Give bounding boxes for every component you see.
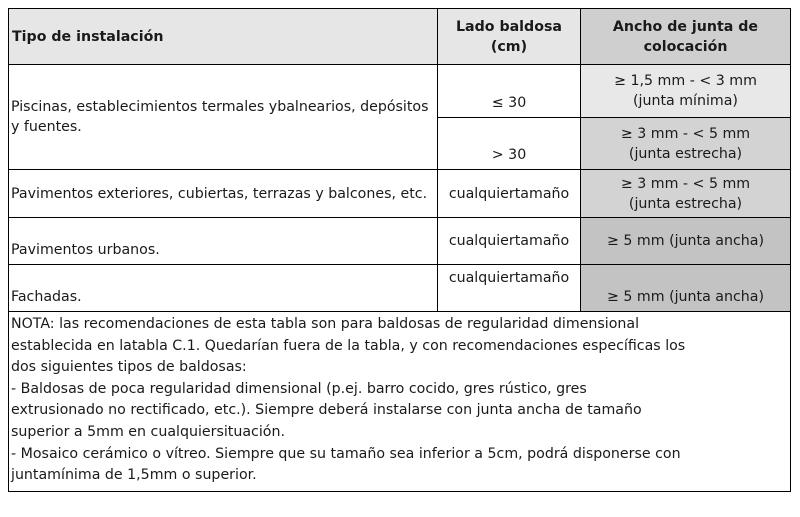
- tile-size-cell: cualquiertamaño: [438, 170, 581, 218]
- joint-width-line1: ≥ 1,5 mm - < 3 mm: [614, 73, 757, 89]
- table-note: [9, 312, 791, 492]
- installation-type-cell: Pavimentos urbanos.: [9, 218, 438, 265]
- installation-joint-table: [8, 8, 791, 492]
- header-tile-side: [438, 9, 581, 65]
- note-line: dos siguientes tipos de baldosas:: [11, 359, 247, 376]
- joint-width-line2: (junta estrecha): [628, 195, 743, 212]
- note-line: - Baldosas de poca regularidad dimensional (p.ej. barro cocido, gres rústico, gres: [11, 380, 587, 397]
- installation-type-cell: Fachadas.: [9, 265, 438, 312]
- joint-width-line1: ≥ 3 mm - < 5 mm: [620, 175, 751, 192]
- note-line: establecida en latabla C.1. Quedarían fuera de la tabla, y con recomendaciones específicas los: [11, 337, 686, 354]
- installation-type-cell: Pavimentos exteriores, cubiertas, terrazas y balcones, etc.: [9, 170, 438, 218]
- header-joint-width-line2: colocación: [643, 38, 728, 55]
- joint-width-cell: [581, 170, 791, 218]
- tile-size-cell: cualquiertamaño: [438, 218, 581, 265]
- note-row: [9, 312, 791, 492]
- tile-size-cell: > 30: [438, 118, 581, 170]
- header-tile-side-line1: Lado baldosa: [456, 18, 562, 35]
- header-joint-width-line1: Ancho de junta de: [612, 18, 759, 35]
- header-tile-side-line2: (cm): [490, 38, 528, 55]
- tile-size-cell: ≤ 30: [438, 65, 581, 118]
- joint-width-line1: ≥ 3 mm - < 5 mm: [620, 125, 751, 142]
- table-row: [9, 218, 791, 265]
- tile-size-cell: cualquiertamaño: [438, 265, 581, 312]
- joint-width-line2: (junta estrecha): [628, 145, 743, 162]
- header-joint-width: [581, 9, 791, 65]
- joint-width-cell: ≥ 5 mm (junta ancha): [581, 218, 791, 265]
- note-line: extrusionado no rectificado, etc.). Siempre deberá instalarse con junta ancha de tamaño: [11, 402, 642, 419]
- joint-width-cell: ≥ 5 mm (junta ancha): [581, 265, 791, 312]
- joint-width-cell: [581, 118, 791, 170]
- document: [8, 8, 790, 492]
- table-row: [9, 265, 791, 312]
- joint-width-cell: [581, 65, 791, 118]
- table-row: [9, 170, 791, 218]
- installation-type-cell: Piscinas, establecimientos termales ybalnearios, depósitos y fuentes.: [9, 65, 438, 170]
- table-row: [9, 65, 791, 118]
- note-line: superior a 5mm en cualquiersituación.: [11, 423, 285, 440]
- header-installation-type: Tipo de instalación: [9, 9, 438, 65]
- header-row: [9, 9, 791, 65]
- note-line: juntamínima de 1,5mm o superior.: [11, 467, 257, 484]
- note-line: NOTA: las recomendaciones de esta tabla son para baldosas de regularidad dimensional: [11, 316, 640, 332]
- joint-width-line2: (junta mínima): [633, 93, 738, 109]
- note-line: - Mosaico cerámico o vítreo. Siempre que su tamaño sea inferior a 5cm, podrá disponerse con: [11, 445, 681, 462]
